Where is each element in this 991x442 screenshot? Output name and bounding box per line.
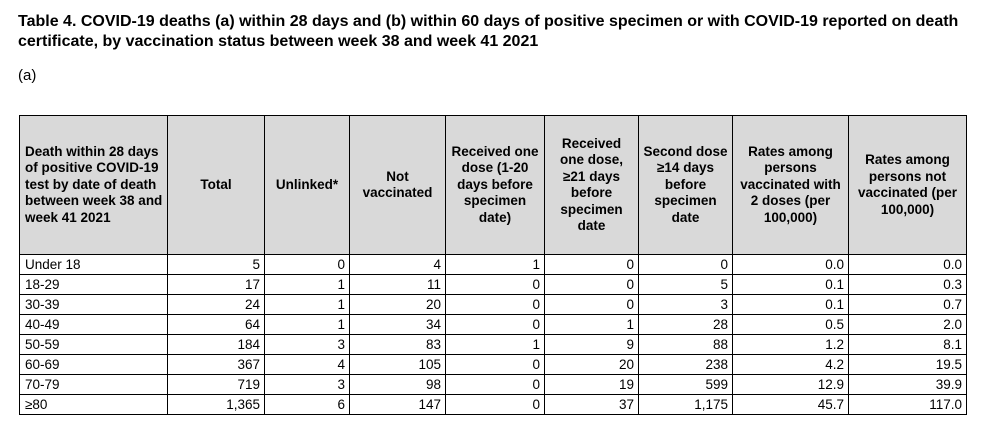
cell-unlinked: 1 bbox=[265, 315, 350, 335]
column-header-one-dose-1-20-days: Received one dose (1-20 days before specimen date) bbox=[446, 116, 545, 255]
cell-not-vaccinated: 147 bbox=[350, 395, 446, 415]
table-body bbox=[20, 255, 967, 415]
cell-one-dose-21-days: 0 bbox=[545, 295, 639, 315]
cell-second-dose: 88 bbox=[639, 335, 733, 355]
table-row bbox=[20, 275, 967, 295]
cell-unlinked: 3 bbox=[265, 375, 350, 395]
cell-rate-not-vaccinated: 39.9 bbox=[849, 375, 967, 395]
cell-age-group: Under 18 bbox=[20, 255, 168, 275]
cell-age-group: 60-69 bbox=[20, 355, 168, 375]
column-header-age-group: Death within 28 days of positive COVID-19 test by date of death between week 38 and week 41 2021 bbox=[20, 116, 168, 255]
cell-one-dose-1-20-days: 0 bbox=[446, 295, 545, 315]
cell-one-dose-21-days: 20 bbox=[545, 355, 639, 375]
cell-not-vaccinated: 83 bbox=[350, 335, 446, 355]
cell-unlinked: 1 bbox=[265, 295, 350, 315]
subpart-label: (a) bbox=[18, 67, 37, 84]
cell-one-dose-1-20-days: 0 bbox=[446, 355, 545, 375]
cell-total: 184 bbox=[168, 335, 265, 355]
table-row bbox=[20, 335, 967, 355]
cell-second-dose: 1,175 bbox=[639, 395, 733, 415]
cell-rate-not-vaccinated: 2.0 bbox=[849, 315, 967, 335]
cell-rate-not-vaccinated: 117.0 bbox=[849, 395, 967, 415]
cell-rate-vaccinated: 4.2 bbox=[733, 355, 849, 375]
cell-total: 5 bbox=[168, 255, 265, 275]
cell-unlinked: 0 bbox=[265, 255, 350, 275]
cell-one-dose-1-20-days: 0 bbox=[446, 315, 545, 335]
cell-rate-vaccinated: 45.7 bbox=[733, 395, 849, 415]
cell-rate-not-vaccinated: 0.3 bbox=[849, 275, 967, 295]
cell-not-vaccinated: 105 bbox=[350, 355, 446, 375]
cell-age-group: 30-39 bbox=[20, 295, 168, 315]
cell-age-group: 50-59 bbox=[20, 335, 168, 355]
cell-one-dose-21-days: 0 bbox=[545, 275, 639, 295]
cell-unlinked: 3 bbox=[265, 335, 350, 355]
cell-rate-not-vaccinated: 8.1 bbox=[849, 335, 967, 355]
column-header-one-dose-21-days: Received one dose, ≥21 days before specimen date bbox=[545, 116, 639, 255]
cell-age-group: ≥80 bbox=[20, 395, 168, 415]
table-row bbox=[20, 295, 967, 315]
table-row bbox=[20, 375, 967, 395]
cell-rate-not-vaccinated: 0.0 bbox=[849, 255, 967, 275]
column-header-rate-not-vaccinated: Rates among persons not vaccinated (per 100,000) bbox=[849, 116, 967, 255]
table-row bbox=[20, 395, 967, 415]
cell-one-dose-21-days: 9 bbox=[545, 335, 639, 355]
cell-one-dose-1-20-days: 1 bbox=[446, 335, 545, 355]
cell-unlinked: 6 bbox=[265, 395, 350, 415]
cell-second-dose: 28 bbox=[639, 315, 733, 335]
cell-one-dose-1-20-days: 1 bbox=[446, 255, 545, 275]
cell-not-vaccinated: 20 bbox=[350, 295, 446, 315]
cell-one-dose-21-days: 19 bbox=[545, 375, 639, 395]
cell-total: 24 bbox=[168, 295, 265, 315]
cell-age-group: 70-79 bbox=[20, 375, 168, 395]
cell-one-dose-1-20-days: 0 bbox=[446, 395, 545, 415]
cell-rate-not-vaccinated: 0.7 bbox=[849, 295, 967, 315]
cell-second-dose: 0 bbox=[639, 255, 733, 275]
cell-rate-vaccinated: 0.1 bbox=[733, 295, 849, 315]
cell-total: 17 bbox=[168, 275, 265, 295]
cell-rate-vaccinated: 12.9 bbox=[733, 375, 849, 395]
table-row bbox=[20, 315, 967, 335]
column-header-second-dose: Second dose ≥14 days before specimen date bbox=[639, 116, 733, 255]
cell-one-dose-1-20-days: 0 bbox=[446, 275, 545, 295]
table-row bbox=[20, 355, 967, 375]
cell-total: 1,365 bbox=[168, 395, 265, 415]
cell-not-vaccinated: 34 bbox=[350, 315, 446, 335]
column-header-total: Total bbox=[168, 116, 265, 255]
cell-unlinked: 4 bbox=[265, 355, 350, 375]
cell-rate-not-vaccinated: 19.5 bbox=[849, 355, 967, 375]
cell-not-vaccinated: 98 bbox=[350, 375, 446, 395]
cell-one-dose-21-days: 37 bbox=[545, 395, 639, 415]
table-caption: Table 4. COVID-19 deaths (a) within 28 days and (b) within 60 days of positive specimen or with COVID-19 reported on death certificate, by vaccination status between week 38 and week 41 2021 bbox=[18, 13, 959, 50]
cell-second-dose: 5 bbox=[639, 275, 733, 295]
deaths-by-vaccination-table bbox=[19, 115, 967, 415]
cell-total: 719 bbox=[168, 375, 265, 395]
cell-total: 367 bbox=[168, 355, 265, 375]
cell-one-dose-21-days: 1 bbox=[545, 315, 639, 335]
cell-second-dose: 3 bbox=[639, 295, 733, 315]
column-header-rate-vaccinated: Rates among persons vaccinated with 2 doses (per 100,000) bbox=[733, 116, 849, 255]
cell-rate-vaccinated: 0.1 bbox=[733, 275, 849, 295]
cell-age-group: 18-29 bbox=[20, 275, 168, 295]
column-header-not-vaccinated: Not vaccinated bbox=[350, 116, 446, 255]
header-row bbox=[20, 116, 967, 255]
cell-rate-vaccinated: 1.2 bbox=[733, 335, 849, 355]
cell-second-dose: 599 bbox=[639, 375, 733, 395]
cell-one-dose-21-days: 0 bbox=[545, 255, 639, 275]
cell-second-dose: 238 bbox=[639, 355, 733, 375]
cell-age-group: 40-49 bbox=[20, 315, 168, 335]
cell-one-dose-1-20-days: 0 bbox=[446, 375, 545, 395]
cell-total: 64 bbox=[168, 315, 265, 335]
table-row bbox=[20, 255, 967, 275]
cell-rate-vaccinated: 0.0 bbox=[733, 255, 849, 275]
cell-unlinked: 1 bbox=[265, 275, 350, 295]
cell-not-vaccinated: 11 bbox=[350, 275, 446, 295]
column-header-unlinked: Unlinked* bbox=[265, 116, 350, 255]
cell-not-vaccinated: 4 bbox=[350, 255, 446, 275]
cell-rate-vaccinated: 0.5 bbox=[733, 315, 849, 335]
